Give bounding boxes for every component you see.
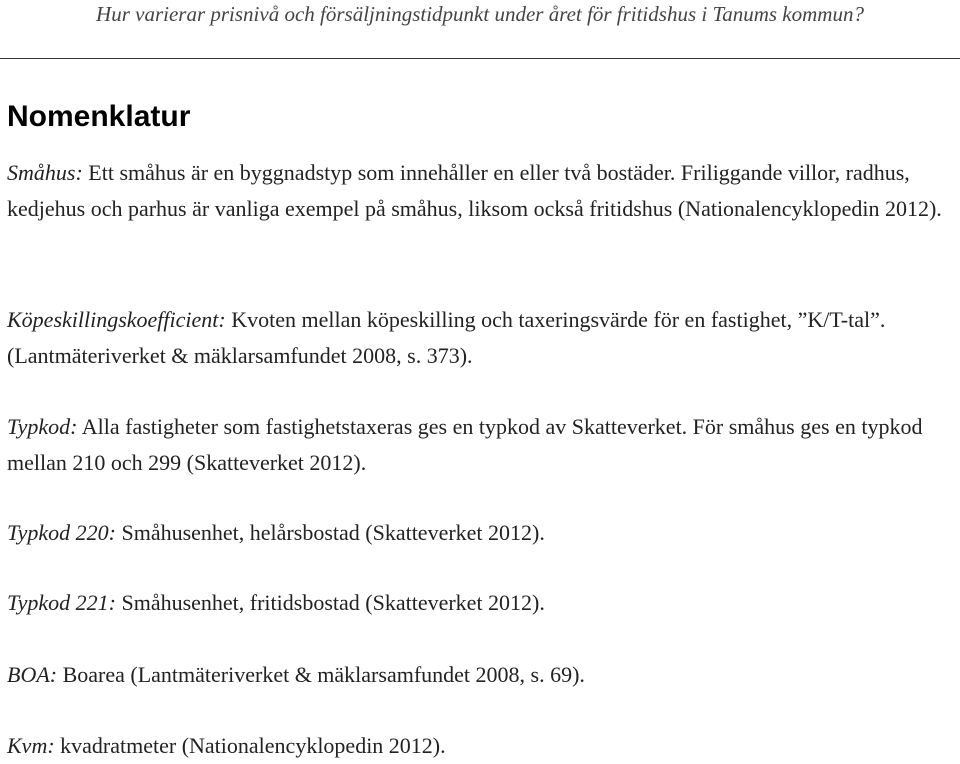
definition-text: Ett småhus är en byggnadstyp som innehåller en eller två bostäder. Friliggande villor, radhus, kedjehus och parhus är vanliga exempel på småhus, liksom också fritidshus (Nationalencyklopedin 2012). <box>7 160 942 221</box>
definition-text: Kvoten mellan köpeskilling och taxeringsvärde för en fastighet, ”K/T-tal”. (Lantmäteriverket & mäklarsamfundet 2008, s. 373). <box>7 307 886 368</box>
definition-typkod <box>7 409 955 481</box>
definition-typkod-220 <box>7 515 955 551</box>
term-label: Småhus: <box>7 160 83 185</box>
definition-kopeskillingskoefficient <box>7 302 955 374</box>
term-label: Typkod 220: <box>7 520 116 545</box>
definition-typkod-221 <box>7 585 955 621</box>
definition-text: Boarea (Lantmäteriverket & mäklarsamfundet 2008, s. 69). <box>57 662 585 687</box>
definition-kvm <box>7 728 955 764</box>
definition-text: kvadratmeter (Nationalencyklopedin 2012). <box>54 733 446 758</box>
term-label: Köpeskillingskoefficient: <box>7 307 226 332</box>
term-label: Kvm: <box>7 733 55 758</box>
definition-text: Småhusenhet, fritidsbostad (Skatteverket 2012). <box>115 590 545 615</box>
definition-boa <box>7 657 955 693</box>
header-divider <box>0 58 960 59</box>
section-title: Nomenklatur <box>7 100 191 133</box>
term-label: Typkod: <box>7 414 78 439</box>
definition-text: Småhusenhet, helårsbostad (Skatteverket 2012). <box>115 520 545 545</box>
term-label: Typkod 221: <box>7 590 116 615</box>
definition-smahus <box>7 155 955 227</box>
definition-text: Alla fastigheter som fastighetstaxeras ges en typkod av Skatteverket. För småhus ges en typkod mellan 210 och 299 (Skatteverket 2012). <box>7 414 923 475</box>
running-header: Hur varierar prisnivå och försäljningstidpunkt under året för fritidshus i Tanums kommun? <box>96 2 864 26</box>
term-label: BOA: <box>7 662 58 687</box>
